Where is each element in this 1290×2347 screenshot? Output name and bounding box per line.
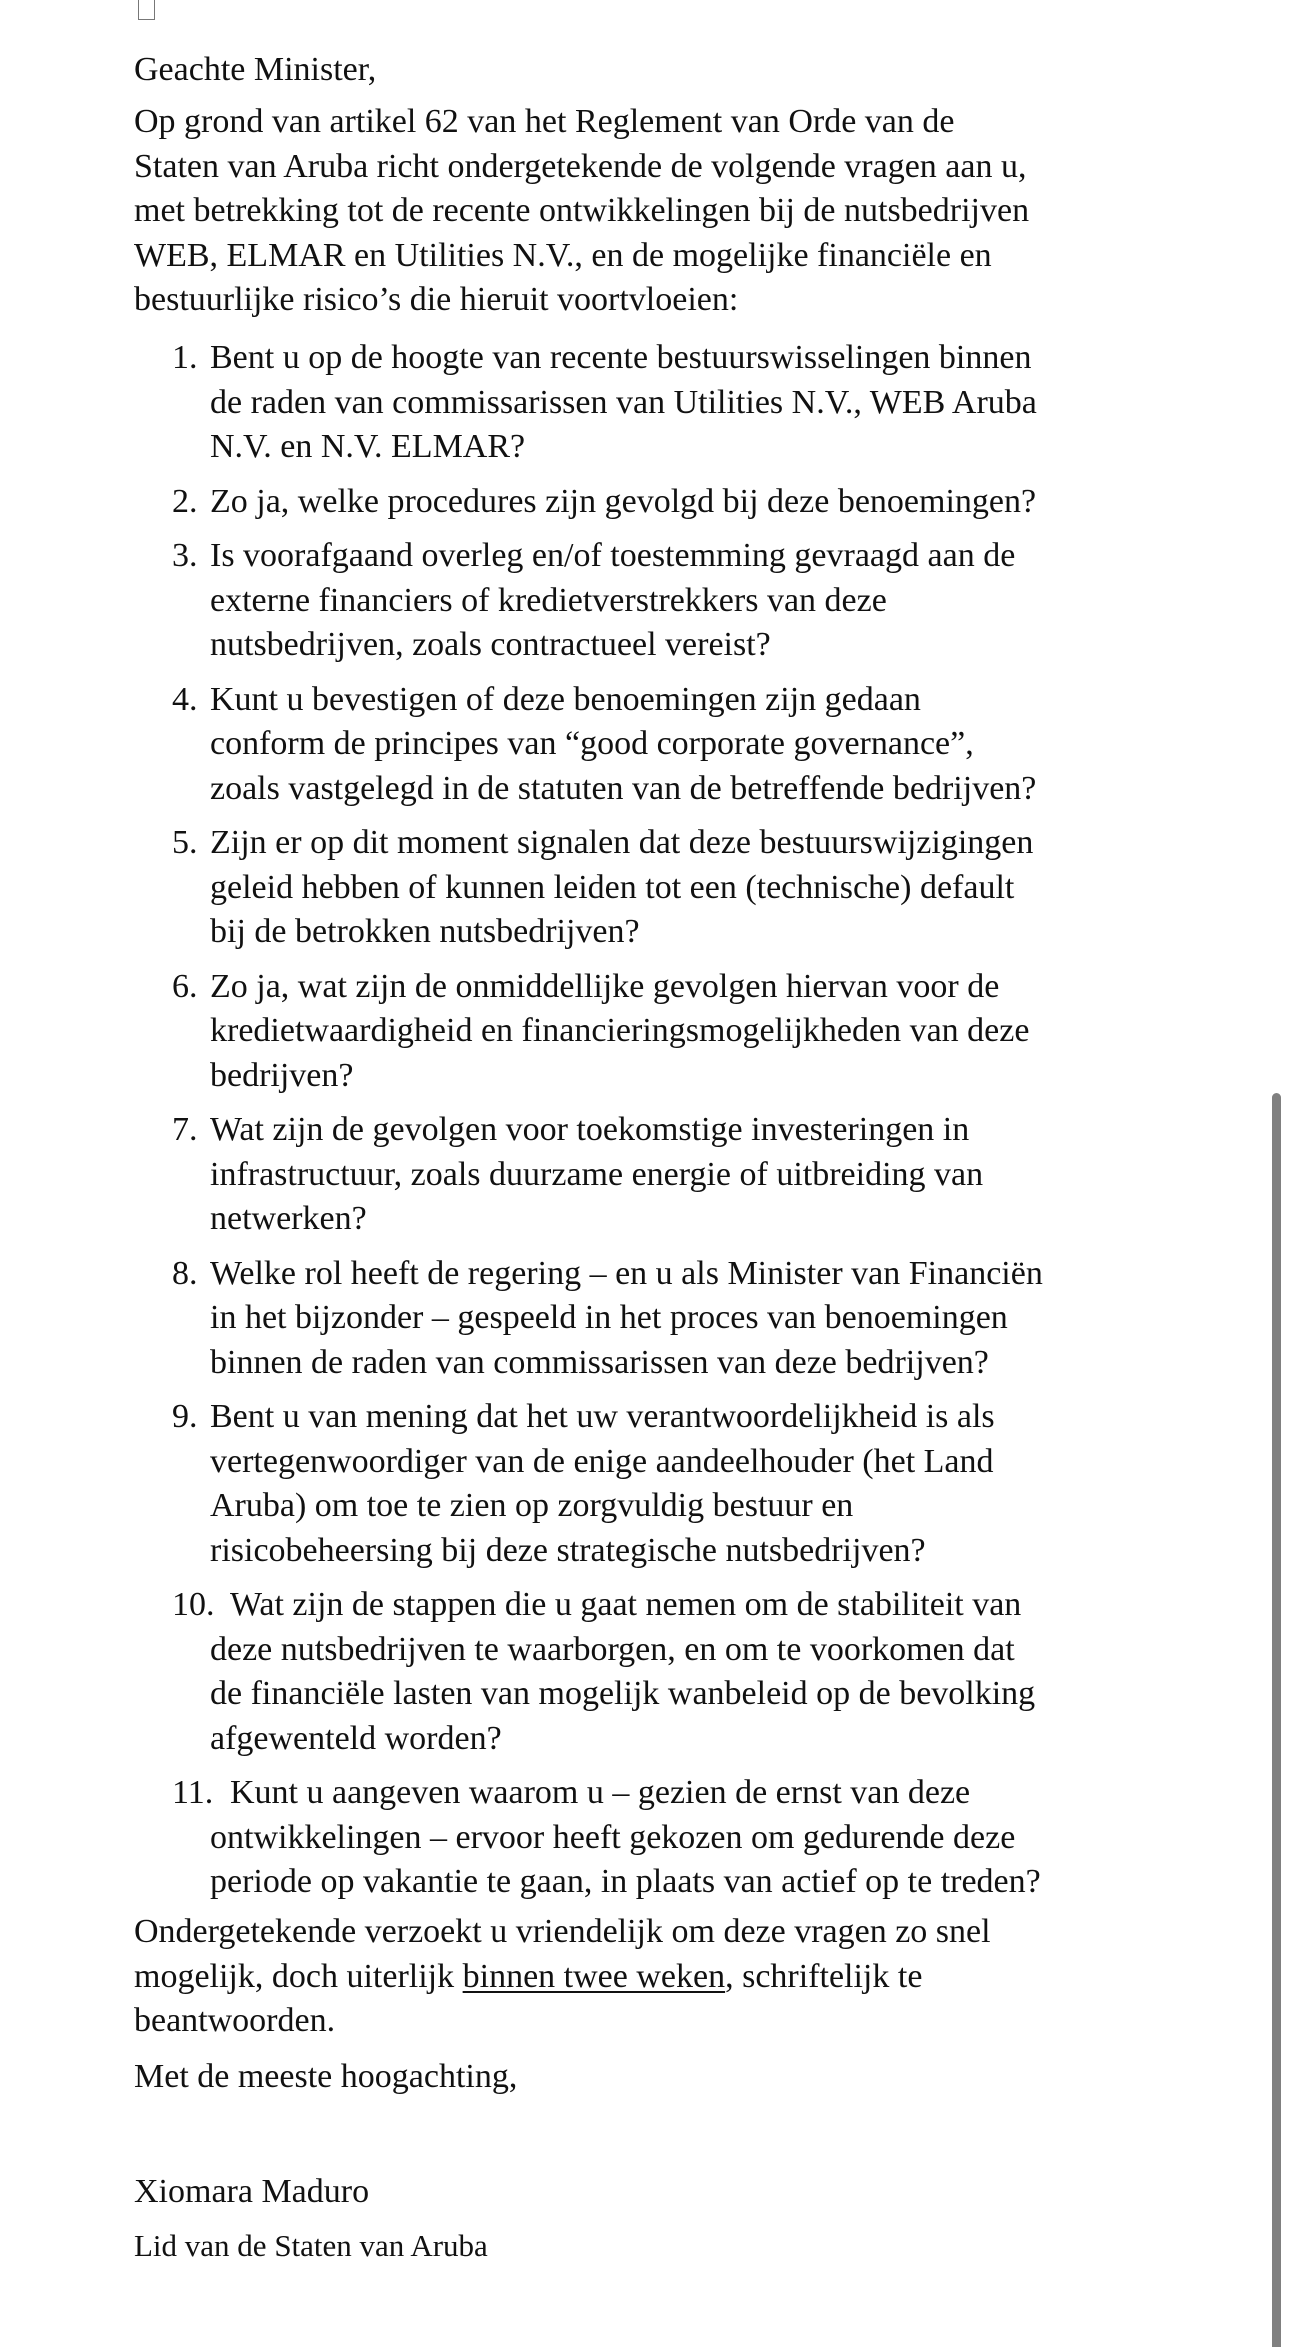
- intro-paragraph: [134, 100, 1029, 323]
- question-number: 9.: [172, 1398, 198, 1435]
- intro-line: Op grond van artikel 62 van het Reglement van Orde van de: [134, 103, 955, 140]
- question-line: vertegenwoordiger van de enige aandeelhouder (het Land: [210, 1442, 994, 1480]
- question-number: 6.: [172, 967, 198, 1005]
- question-line: afgewenteld worden?: [210, 1719, 502, 1757]
- question-line: N.V. en N.V. ELMAR?: [210, 428, 526, 465]
- placeholder-box-icon: [138, 0, 155, 20]
- question-line: in het bijzonder – gespeeld in het proces van benoemingen: [210, 1299, 1008, 1336]
- question-line: externe financiers of kredietverstrekkers van deze: [210, 581, 887, 619]
- question-line: zoals vastgelegd in de statuten van de betreffende bedrijven?: [210, 769, 1037, 807]
- question-line: de financiële lasten van mogelijk wanbeleid op de bevolking: [210, 1675, 1036, 1712]
- question-number: 11.: [172, 1774, 214, 1811]
- question-line: Bent u op de hoogte van recente bestuurswisselingen binnen: [210, 339, 1032, 376]
- question-number: 8.: [172, 1254, 198, 1292]
- question-line: Zo ja, wat zijn de onmiddellijke gevolgen hiervan voor de: [210, 967, 1000, 1005]
- intro-line: Staten van Aruba richt ondergetekende de volgende vragen aan u,: [134, 147, 1027, 185]
- question-line: Zijn er op dit moment signalen dat deze bestuurswijzigingen: [210, 824, 1034, 861]
- intro-line: met betrekking tot de recente ontwikkelingen bij de nutsbedrijven: [134, 192, 1030, 229]
- question-line: Is voorafgaand overleg en/of toestemming gevraagd aan de: [210, 537, 1016, 574]
- regards: Met de meeste hoogachting,: [134, 2058, 518, 2095]
- closing-line: beantwoorden.: [134, 2002, 336, 2039]
- closing-line: Ondergetekende verzoekt u vriendelijk om deze vragen zo snel: [134, 1913, 991, 1950]
- question-item-5: [134, 821, 1154, 955]
- question-line: infrastructuur, zoals duurzame energie of uitbreiding van: [210, 1155, 984, 1193]
- question-line: binnen de raden van commissarissen van deze bedrijven?: [210, 1343, 989, 1381]
- question-item-1: [134, 336, 1154, 470]
- question-line: ontwikkelingen – ervoor heeft gekozen om gedurende deze: [210, 1818, 1016, 1856]
- deadline-underlined: binnen twee weken: [462, 1957, 726, 1995]
- question-line: netwerken?: [210, 1200, 367, 1237]
- question-line: Kunt u aangeven waarom u – gezien de ernst van deze: [230, 1774, 971, 1811]
- question-number: 2.: [172, 482, 198, 520]
- question-number: 7.: [172, 1111, 198, 1148]
- question-number: 4.: [172, 680, 198, 718]
- question-line: Welke rol heeft de regering – en u als Minister van Financiën: [210, 1254, 1043, 1292]
- question-item-11: [134, 1771, 1154, 1905]
- closing-paragraph: [134, 1910, 991, 2044]
- question-line: geleid hebben of kunnen leiden tot een (technische) default: [210, 868, 1015, 906]
- question-line: bedrijven?: [210, 1056, 354, 1094]
- question-line: Zo ja, welke procedures zijn gevolgd bij deze benoemingen?: [210, 482, 1037, 520]
- question-line: kredietwaardigheid en financieringsmogelijkheden van deze: [210, 1012, 1030, 1049]
- question-item-9: [134, 1395, 1154, 1573]
- question-line: deze nutsbedrijven te waarborgen, en om te voorkomen dat: [210, 1630, 1015, 1668]
- signer-role: Lid van de Staten van Aruba: [134, 2228, 488, 2263]
- question-item-8: [134, 1252, 1154, 1386]
- question-line: Wat zijn de gevolgen voor toekomstige investeringen in: [210, 1111, 970, 1148]
- question-item-3: [134, 534, 1154, 668]
- question-number: 10.: [172, 1586, 215, 1623]
- question-number: 3.: [172, 537, 198, 574]
- question-line: periode op vakantie te gaan, in plaats van actief op te treden?: [210, 1863, 1041, 1900]
- question-line: conform de principes van “good corporate governance”,: [210, 725, 974, 762]
- signer-name: Xiomara Maduro: [134, 2173, 370, 2210]
- question-line: nutsbedrijven, zoals contractueel vereist?: [210, 626, 771, 663]
- question-line: Wat zijn de stappen die u gaat nemen om de stabiliteit van: [230, 1586, 1022, 1623]
- question-line: risicobeheersing bij deze strategische nutsbedrijven?: [210, 1531, 926, 1569]
- closing-text: mogelijk, doch uiterlijk: [134, 1957, 463, 1995]
- question-line: Bent u van mening dat het uw verantwoordelijkheid is als: [210, 1398, 995, 1435]
- question-number: 1.: [172, 339, 198, 376]
- question-item-6: [134, 965, 1154, 1099]
- intro-line: WEB, ELMAR en Utilities N.V., en de mogelijke financiële en: [134, 236, 992, 274]
- questions-list: [134, 336, 1154, 1915]
- closing-line: [134, 1955, 991, 2000]
- question-item-10: [134, 1583, 1154, 1761]
- question-line: Aruba) om toe te zien op zorgvuldig bestuur en: [210, 1487, 854, 1524]
- question-item-2: [134, 480, 1154, 525]
- question-item-7: [134, 1108, 1154, 1242]
- question-line: Kunt u bevestigen of deze benoemingen zijn gedaan: [210, 680, 921, 718]
- salutation: Geachte Minister,: [134, 51, 377, 88]
- question-line: bij de betrokken nutsbedrijven?: [210, 913, 640, 950]
- question-item-4: [134, 678, 1154, 812]
- intro-line: bestuurlijke risico’s die hieruit voortvloeien:: [134, 281, 739, 318]
- closing-text: , schriftelijk te: [725, 1957, 923, 1995]
- question-number: 5.: [172, 824, 198, 861]
- vertical-scrollbar-thumb[interactable]: [1272, 1093, 1281, 2347]
- question-line: de raden van commissarissen van Utilities N.V., WEB Aruba: [210, 383, 1037, 421]
